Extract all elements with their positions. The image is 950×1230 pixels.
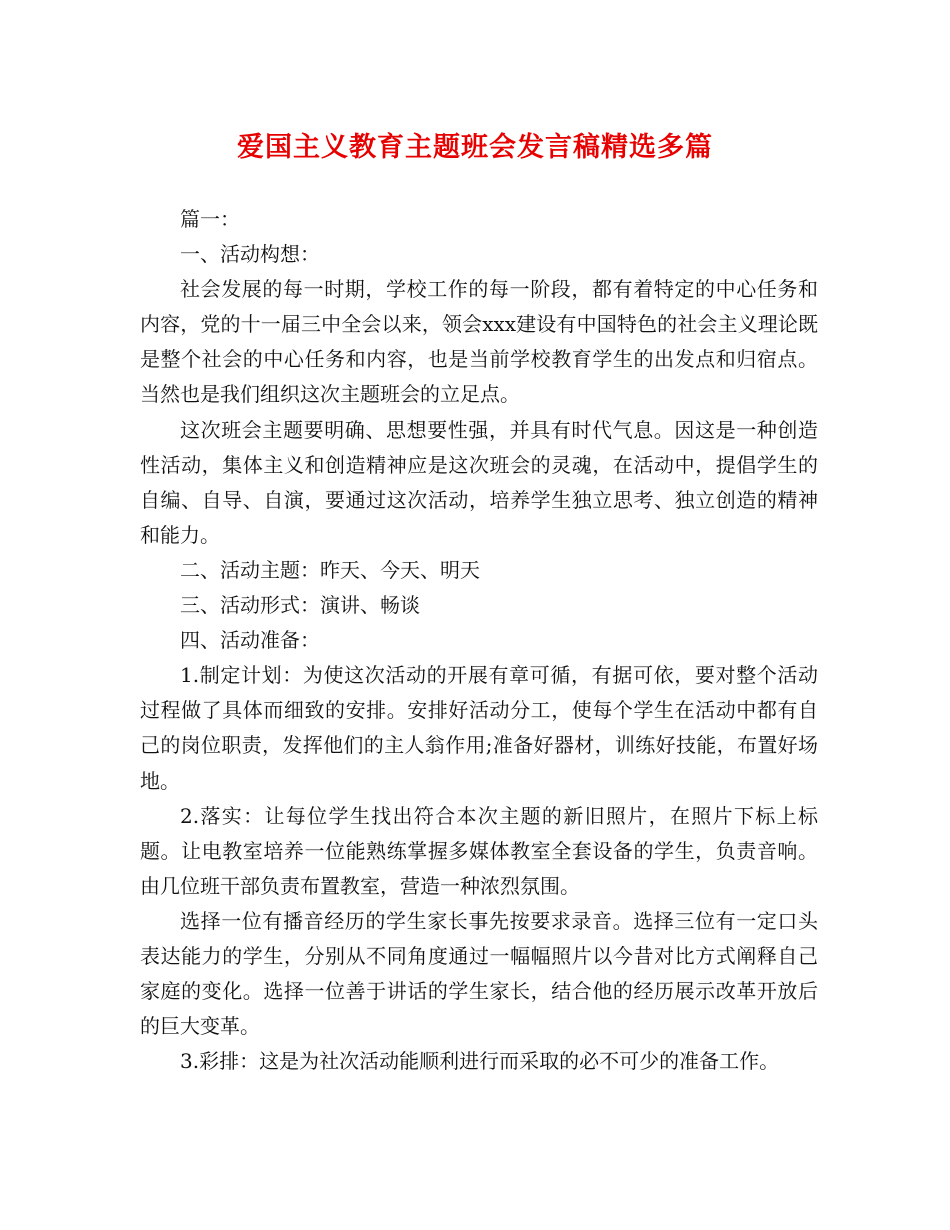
paragraph: 2.落实：让每位学生找出符合本次主题的新旧照片，在照片下标上标题。让电教室培养一位能熟练掌握多媒体教室全套设备的学生，负责音响。由几位班干部负责布置教室，营造一种浓烈氛围。 [140,803,818,898]
paragraph: 1.制定计划：为使这次活动的开展有章可循，有据可依，要对整个活动过程做了具体而细致的安排。安排好活动分工，使每个学生在活动中都有自己的岗位职责，发挥他们的主人翁作用;准备好器材，训练好技能，布置好场地。 [140,663,818,793]
paragraph: 社会发展的每一时期，学校工作的每一阶段，都有着特定的中心任务和内容，党的十一届三中全会以来，领会xxx建设有中国特色的社会主义理论既是整个社会的中心任务和内容，也是当前学校教育学生的出发点和归宿点。当然也是我们组织这次主题班会的立足点。 [140,277,818,407]
document-body [140,202,818,1079]
document-title: 爱国主义教育主题班会发言稿精选多篇 [237,132,713,163]
paragraph: 选择一位有播音经历的学生家长事先按要求录音。选择三位有一定口头表达能力的学生，分别从不同角度通过一幅幅照片以今昔对比方式阐释自己家庭的变化。选择一位善于讲话的学生家长，结合他的经历展示改革开放后的巨大变革。 [140,908,818,1039]
paragraph: 四、活动准备： [180,628,320,653]
paragraph: 3.彩排：这是为社次活动能顺利进行而采取的必不可少的准备工作。 [180,1049,780,1074]
paragraph: 二、活动主题：昨天、今天、明天 [180,557,480,582]
paragraph: 一、活动构想： [180,242,320,267]
paragraph: 三、活动形式：演讲、畅谈 [180,593,420,618]
paragraph: 篇一： [180,207,240,231]
paragraph: 这次班会主题要明确、思想要性强，并具有时代气息。因这是一种创造性活动，集体主义和创造精神应是这次班会的灵魂，在活动中，提倡学生的自编、自导、自演，要通过这次活动，培养学生独立思考、独立创造的精神和能力。 [140,417,818,547]
